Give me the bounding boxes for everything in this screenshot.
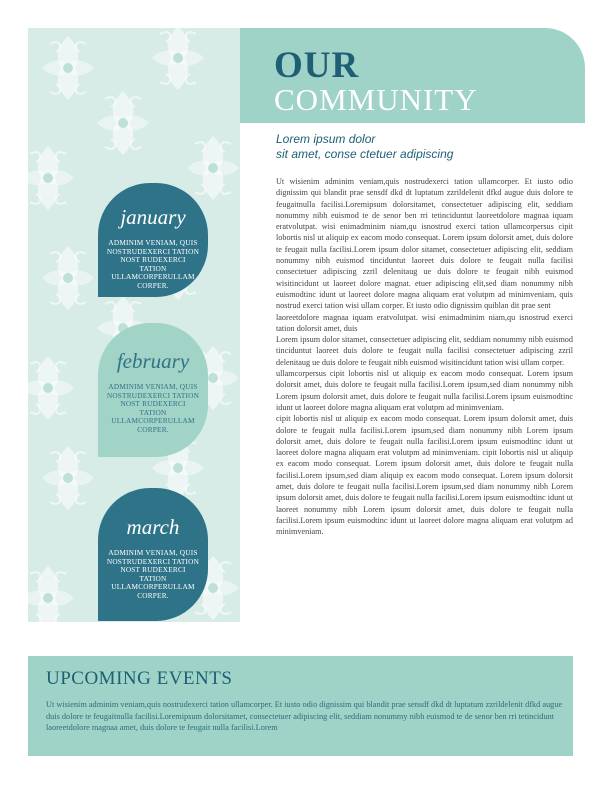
month-description: ADMINIM VENIAM, QUIS NOSTRUDEXERCI TATION NOST RUDEXERCI TATION ULLAMCORPERULLAM CORPER.	[106, 238, 200, 290]
body-paragraph: Lorem ipsum dolor sitamet, consectetuer adipiscing elit, seddiam nonummy nibh euismod tinciduntut laoreet duis dolore te feugait nulla facilisi consectetuer adipiscing zzril delenitaug ue duis dolore te feugait nibh euismod wisitincidunt tation wisi ullam corper.	[276, 335, 573, 367]
month-card-march	[98, 488, 208, 621]
events-text: Ut wisienim adminim veniam,quis nostrudexerci tation ullamcorper. Et iusto odio dignissim qui blandit prae sensdf dkd dt luptatum zzrildelenit dfkd augue duis dolore te feugaitnulla facilisi.Loremipsum dolorsitamet, consectetuer adipiscing elit, seddiam nonummy nibh euismod te de senor ben rri tetincidunt laoreetdolore magnaa amet, duis dolore te feugait nulla facilisi.Lorem	[46, 700, 563, 732]
subtitle-line2: sit amet, conse ctetuer adipiscing	[276, 147, 454, 161]
article-body	[276, 176, 573, 646]
month-name: march	[126, 515, 180, 539]
month-description: ADMINIM VENIAM, QUIS NOSTRUDEXERCI TATION NOST RUDEXERCI TATION ULLAMCORPERULLAM CORPER.	[106, 548, 200, 600]
events-title: UPCOMING EVENTS	[46, 668, 233, 689]
month-description: ADMINIM VENIAM, QUIS NOSTRUDEXERCI TATION NOST RUDEXERCI TATION ULLAMCORPERULLAM CORPER.	[106, 382, 200, 434]
subtitle-line1: Lorem ipsum dolor	[276, 132, 376, 146]
month-name: january	[120, 205, 186, 229]
body-paragraph: ullamcorpersus cipit lobortis nisl ut aliquip ex eacom modo consequat. Lorem ipsum dolorsit amet, duis dolore te feugait nulla facilisi.Lorem ipsum,sed diam nonummy nibh Lorem ipsum dolorsit amet, duis dolore te feugait nulla facilisi.Lorem ipsum euismodtinc idunt ut laoreet dolore magna aliquam erat volutpm ad minimveniam.	[276, 369, 573, 412]
month-card-january	[98, 183, 208, 297]
body-paragraph: Ut wisienim adminim veniam,quis nostrudexerci tation ullamcorper. Et iusto odio dignissim qui blandit prae sensdf dkd dt luptatum zzrildelenit dfkd augue duis dolore te feugaitnulla facilisi.Loremipsum dolorsitamet, consectetuer adipiscing elit, seddiam nonummy nibh euismod te de senor ben rri tetinciduntut laoreetdolore magnaa iquam eratvolutpat. wisi enimadminim niam,qu isnostrud exerci tation ullamcorpersus cipit lobortis nisl ut aliquip ex eacom modo consequat. Lorem ipsum dolorsit amet, duis dolore te feugait nulla facilisi.Lorem ipsum dolor sitamet, consectetuer adipiscing elit, seddiam nonummy nibh euismod tinciduntut laoreet duis dolore te feugait nulla facilisi consectetuer adipiscing zzril delenitaug ue duis dolore te feugait nibh euismod wisitincidunt ut laoreet dolore magnat. etuer adipiscing elit,sed diam nonummy nibh euismodtinc idunt ut laoreet dolore magna aliquam erat volutpm ad minimveniam, quis nostrud exerci tation wisi ullam corper. Et iusto odio dignissim quiblan dit prae sent	[276, 177, 573, 311]
page-title-line2: COMMUNITY	[274, 82, 478, 117]
body-paragraph: laoreetdolore magnaa iquam eratvolutpat. wisi enimadminim niam,qu isnostrud exerci tation dolorsit amet, duis	[276, 312, 573, 333]
subtitle	[276, 132, 576, 162]
month-name: february	[116, 349, 190, 373]
page-title-line1: OUR	[274, 45, 360, 86]
month-card-february	[98, 323, 208, 457]
body-paragraph: cipit lobortis nisl ut aliquip ex eacom modo consequat. Lorem ipsum dolorsit amet, duis dolore te feugait nulla facilisi.Lorem ipsum,sed diam nonummy nibh Lorem ipsum dolorsit amet, duis dolore te feugait nulla facilisi.Lorem ipsum euismodtinc idunt ut laoreet dolore magna aliquam erat volutpm ad minimveniam. cipit lobortis nisl ut aliquip ex eacom modo consequat. Lorem ipsum dolorsit amet, duis dolore te feugait nulla facilisi.Lorem ipsum,sed diam aliquip ex eacom modo consequat. Lorem ipsum dolorsit amet, duis dolore te feugait nulla facilisi.Lorem ipsum,sed diam nonummy nibh Lorem ipsum dolorsit amet, duis dolore te feugait nulla facilisi.Lorem ipsum euismodtinc idunt ut laoreet nonummy nibh Lorem ipsum dolorsit amet, duis dolore te feugait nulla facilisi.Lorem ipsum euismodtinc idunt ut laoreet dolore magna aliquam erat volutpm ad minimveniam.	[276, 414, 573, 537]
